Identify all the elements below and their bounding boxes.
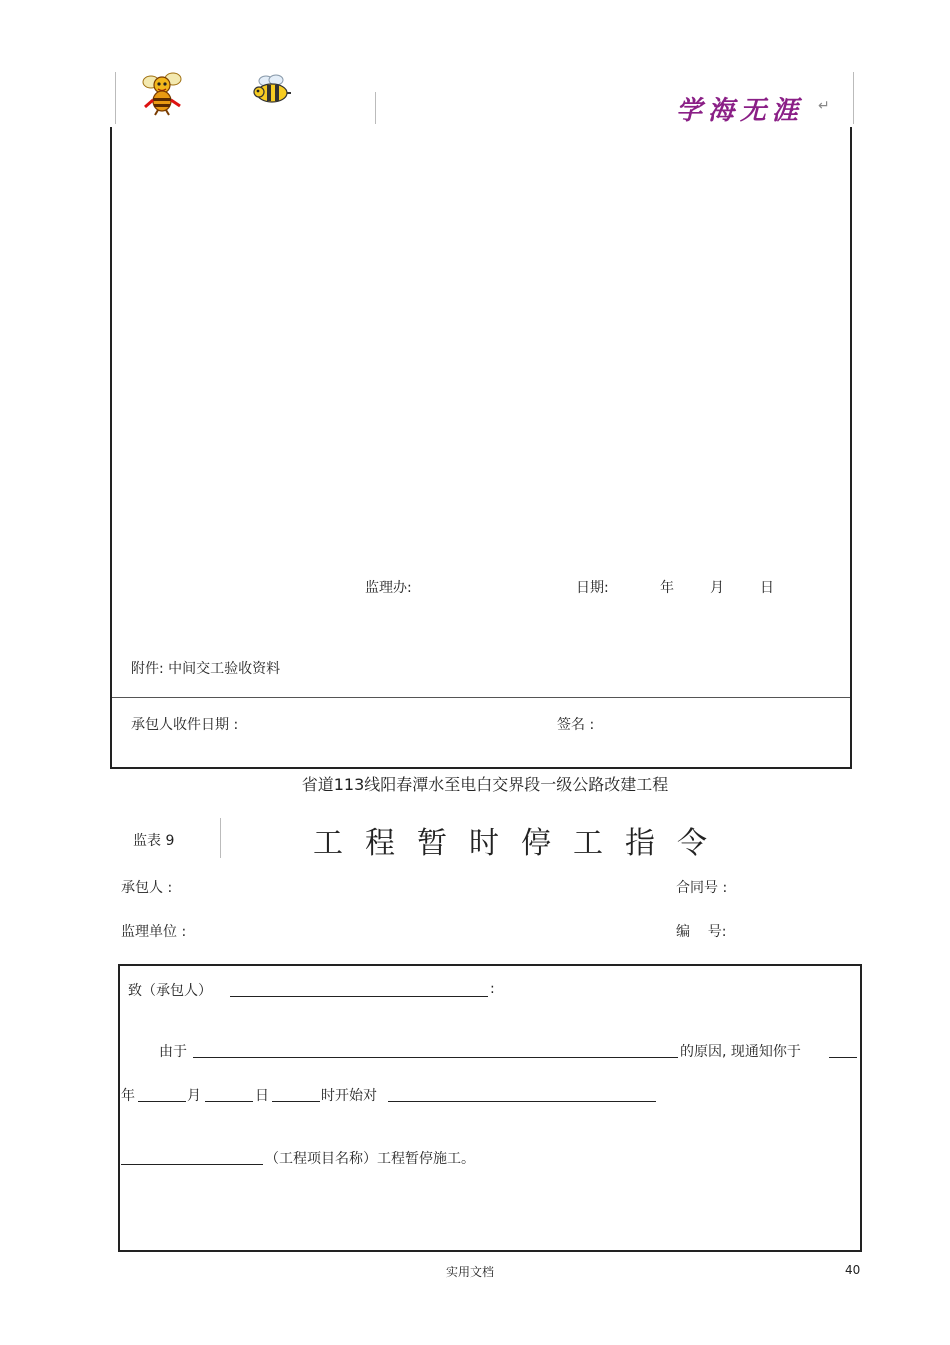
contractor-label: 承包人 : [121, 880, 173, 896]
project-blank[interactable] [388, 1101, 656, 1102]
form-title: 工程暂时停工指令 [313, 826, 729, 861]
contractor-name-blank[interactable] [230, 996, 488, 997]
project-title: 省道113线阳春潭水至电白交界段一级公路改建工程 [301, 775, 669, 794]
logo-text: 学海无涯 [676, 96, 805, 126]
month-text: 月 [187, 1088, 201, 1104]
flying-bee-icon [250, 73, 292, 107]
footer-center-text: 实用文档 [445, 1265, 494, 1279]
attachment-text: 附件: 中间交工验收资料 [131, 661, 281, 677]
title-divider [220, 818, 221, 858]
year-text: 年 [121, 1088, 135, 1104]
header-divider-left [115, 72, 116, 124]
form1-divider [112, 697, 850, 698]
hour-blank[interactable] [272, 1101, 320, 1102]
project-suffix-text: （工程项目名称）工程暂停施工。 [265, 1151, 475, 1167]
to-colon: : [490, 981, 495, 997]
receipt-date-label: 承包人收件日期 : [131, 717, 239, 733]
year-label: 年 [660, 580, 674, 596]
month-label: 月 [710, 580, 724, 596]
project-name-blank[interactable] [121, 1164, 263, 1165]
date-label: 日期: [576, 580, 609, 596]
supervisor-unit-label: 监理单位 : [121, 924, 187, 940]
to-label: 致（承包人） [128, 983, 212, 999]
serial-no-label: 编 号: [676, 924, 727, 940]
supervisor-office-label: 监理办: [365, 580, 412, 596]
form2-frame [118, 964, 862, 1252]
return-mark: ↵ [818, 98, 830, 114]
table-code: 监表 9 [133, 833, 175, 849]
month-blank[interactable] [205, 1101, 253, 1102]
due-to-label: 由于 [159, 1044, 187, 1060]
day-label: 日 [760, 580, 774, 596]
reason-text: 的原因, 现通知你于 [680, 1044, 801, 1060]
header-divider-right [853, 72, 854, 124]
year-blank-start[interactable] [829, 1057, 857, 1058]
page-number: 40 [845, 1263, 861, 1277]
reason-blank[interactable] [193, 1057, 678, 1058]
contract-no-label: 合同号 : [676, 880, 728, 896]
signature-label: 签名 : [557, 717, 595, 733]
cartoon-bee-icon [140, 70, 186, 116]
day-text: 日 [255, 1088, 269, 1104]
year-blank[interactable] [138, 1101, 186, 1102]
header-divider-middle [375, 92, 376, 124]
start-text: 时开始对 [321, 1088, 377, 1104]
